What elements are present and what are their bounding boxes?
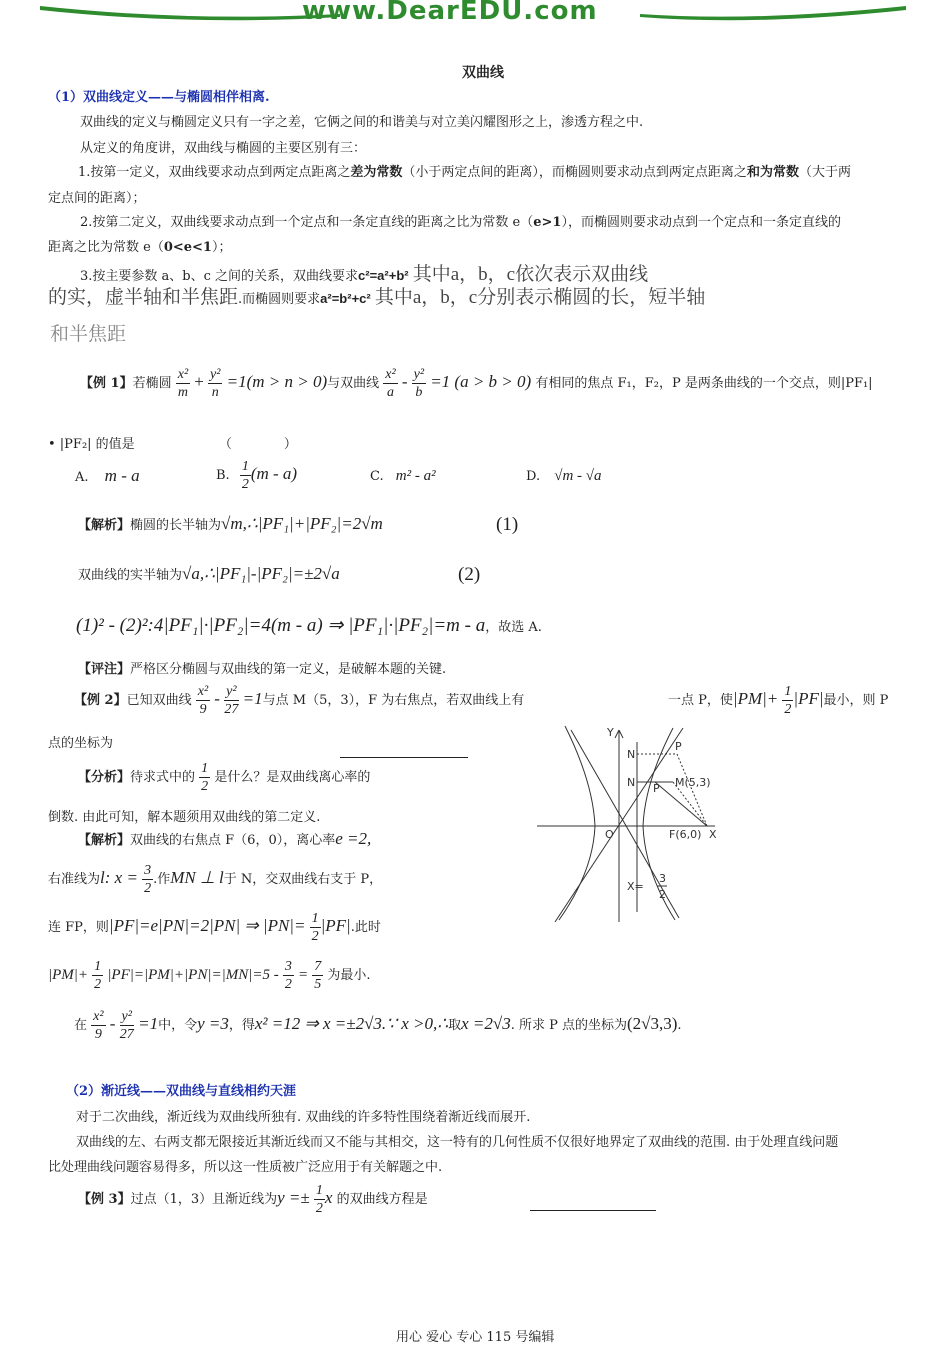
- frac-7-5: $\frac{7}{5}$: [314, 959, 322, 992]
- ex1-comment: 【评注】严格区分椭圆与双曲线的第一定义，是破解本题的关键.: [78, 662, 447, 677]
- label-m: M(5,3): [675, 776, 711, 789]
- section1-p1: 双曲线的定义与椭圆定义只有一字之差，它俩之间的和谐美与对立美闪耀图形之上，渗透方程之中.: [80, 115, 644, 130]
- frac-1-2d: $\frac{1}{2}$: [311, 911, 319, 944]
- section2-p2a: 双曲线的左、右两支都无限接近其渐近线而又不能与其相交，这一特有的几何性质不仅很好地界定了双曲线的范围. 由于处理直线问题: [76, 1135, 839, 1150]
- ex2-final: 在 $\frac{\text{x²}}{9}$ - $\frac{\text{y²}}{27}$ =1中，令y =3，得x² =12 ⇒ x =±2√3.∵ x >0,∴取x =2√3. 所求 P 点的坐标为(2√3,3).: [74, 1009, 682, 1042]
- label-n-mid: N: [627, 776, 636, 789]
- answer-blank-ex2[interactable]: [340, 757, 468, 758]
- label-x: X: [709, 828, 717, 841]
- frac-1-2f: $\frac{1}{2}$: [315, 1183, 323, 1216]
- label-p-mid: P: [653, 782, 660, 795]
- section2-heading: （2）渐近线——双曲线与直线相约天涯: [66, 1084, 297, 1099]
- y-arrow-right: [619, 730, 623, 738]
- eq2-number: (2): [458, 564, 481, 585]
- frac-x2-m: $\frac{\text{x²}}{m}$: [177, 367, 189, 400]
- hyperbola-left-branch: [559, 726, 595, 920]
- example2-line1-right: 一点 P，使|PM|+ $\frac{1}{2}$ |PF|最小，则 P: [668, 684, 889, 717]
- item3-cont2: 和半焦距: [50, 324, 127, 345]
- hyperbola-figure: [535, 722, 735, 922]
- ex1-analysis-b: 双曲线的实半轴为√a,∴|PF₁|-|PF₂|=±2√a: [78, 564, 340, 583]
- label-x-eq: X=: [627, 880, 644, 893]
- eq1-number: (1): [496, 514, 519, 535]
- frac-1-2c: $\frac{1}{2}$: [201, 761, 209, 794]
- ex1-analysis-c: (1)² - (2)²:4|PF₁|·|PF₂|=4(m - a) ⇒ |PF₁|·|PF₂|=m - a，故选 A.: [76, 615, 542, 636]
- frac-x2-9: $\frac{\text{x²}}{9}$: [197, 684, 209, 717]
- frac-x2-9b: $\frac{\text{x²}}{9}$: [93, 1009, 104, 1042]
- frac-y2-27: $\frac{\text{y²}}{27}$: [224, 684, 239, 717]
- frac-3-2: $\frac{3}{2}$: [144, 863, 152, 896]
- option-a[interactable]: A. m - a: [75, 466, 140, 485]
- label-f: F(6,0): [669, 828, 702, 841]
- frac-y2-27b: $\frac{\text{y²}}{27}$: [119, 1009, 134, 1042]
- ex2-fenxi: 【分析】待求式中的 $\frac{1}{2}$ 是什么？是双曲线离心率的: [78, 761, 371, 794]
- item1: 1.按第一定义，双曲线要求动点到两定点距离之差为常数（小于两定点间的距离），而椭圆则要求动点到两定点距离之和为常数（大于两: [78, 165, 851, 180]
- y-arrow-left: [615, 730, 619, 738]
- item3: 3.按主要参数 a、b、c 之间的关系，双曲线要求c²=a²+b² 其中a，b，c依次表示双曲线: [80, 264, 649, 285]
- frac-1-2e: $\frac{1}{2}$: [94, 959, 102, 992]
- label-p-top: P: [675, 740, 682, 753]
- frac-1-2b: $\frac{1}{2}$: [784, 684, 792, 717]
- frac-y2-n: $\frac{\text{y²}}{n}$: [210, 367, 221, 400]
- item2: 2.按第二定义，双曲线要求动点到一个定点和一条定直线的距离之比为常数 e（e>1），而椭圆则要求动点到一个定点和一条定直线的: [80, 215, 841, 230]
- item3-cont: 的实，虚半轴和半焦距.而椭圆则要求a²=b²+c² 其中a，b，c分别表示椭圆的长，短半轴: [48, 287, 706, 308]
- option-d[interactable]: D. √m - √a: [526, 468, 602, 484]
- frac-3-2b: $\frac{3}{2}$: [284, 959, 292, 992]
- option-c[interactable]: C. m² - a²: [370, 468, 436, 484]
- page-footer: 用心 爱心 专心 115 号编辑: [396, 1330, 555, 1345]
- frac-1-2: $\frac{1}{2}$: [241, 459, 249, 492]
- ex2-fenxi-cont: 倒数. 由此可知，解本题须用双曲线的第二定义.: [48, 810, 321, 825]
- example3: 【例 3】过点（1，3）且渐近线为y =± $\frac{1}{2}$ x 的双曲线方程是: [78, 1183, 428, 1216]
- ex2-jiexi-a: 【解析】双曲线的右焦点 F（6，0），离心率e =2,: [78, 829, 372, 848]
- item1-cont: 定点间的距离）；: [48, 191, 146, 206]
- answer-blank-ex3[interactable]: [530, 1210, 656, 1211]
- example1-line1: 【例 1】若椭圆 $\frac{\text{x²}}{m}$ + $\frac{\text{y²}}{n}$ =1(m > n > 0)与双曲线 $\frac{\text{x²}}{a}$ - $\frac{\text{y²}}{b}$ =1 (a > b > 0) 有相同的焦点 F₁，F₂，P 是两条曲线的一个交点，则|PF₁|: [80, 367, 873, 400]
- section1-heading: （1）双曲线定义——与椭圆相伴相离.: [48, 90, 270, 105]
- example1-line2: • |PF₂| 的值是 （ ）: [48, 437, 297, 452]
- section2-p2b: 比处理曲线问题容易得多，所以这一性质被广泛应用于有关解题之中.: [48, 1160, 443, 1175]
- section1-p2: 从定义的角度讲，双曲线与椭圆的主要区别有三：: [80, 141, 367, 156]
- label-n-top: N: [627, 748, 636, 761]
- ex1-analysis-a: 【解析】椭圆的长半轴为√m,∴|PF₁|+|PF₂|=2√m: [78, 514, 383, 533]
- example2-line2: 点的坐标为: [48, 736, 114, 751]
- site-logo[interactable]: www.DearEDU.com: [302, 0, 598, 26]
- dashed-pf: [677, 754, 707, 826]
- label-y: Y: [607, 726, 614, 739]
- option-b[interactable]: B. $\frac{1}{2}$ (m - a): [216, 459, 298, 492]
- label-o: O: [605, 828, 614, 841]
- frac-x2-a: $\frac{\text{x²}}{a}$: [385, 367, 396, 400]
- label-two: 2: [659, 888, 666, 901]
- ex2-jiexi-c: 连 FP，则|PF|=e|PN|=2|PN| ⇒ |PN|= $\frac{1}{2}$ |PF|.此时: [48, 911, 381, 944]
- ex2-jiexi-b: 右准线为l: x = $\frac{3}{2}$ .作MN ⊥ l于 N，交双曲线右支于 P，: [48, 863, 383, 896]
- ex2-jiexi-d: |PM|+ $\frac{1}{2}$ |PF|=|PM|+|PN|=|MN|=5 - $\frac{3}{2}$ = $\frac{7}{5}$ 为最小.: [48, 959, 371, 992]
- item2-cont: 距离之比为常数 e（0<e<1）；: [48, 240, 232, 255]
- page-title: 双曲线: [462, 65, 504, 81]
- header-banner: [40, 0, 906, 28]
- section2-p1: 对于二次曲线，渐近线为双曲线所独有. 双曲线的许多特性围绕着渐近线而展开.: [76, 1110, 531, 1125]
- example2-line1: 【例 2】已知双曲线 $\frac{\text{x²}}{9}$ - $\frac{\text{y²}}{27}$ =1与点 M（5，3），F 为右焦点，若双曲线上有: [74, 684, 525, 717]
- frac-y2-b: $\frac{\text{y²}}{b}$: [413, 367, 425, 400]
- label-three: 3: [659, 872, 666, 885]
